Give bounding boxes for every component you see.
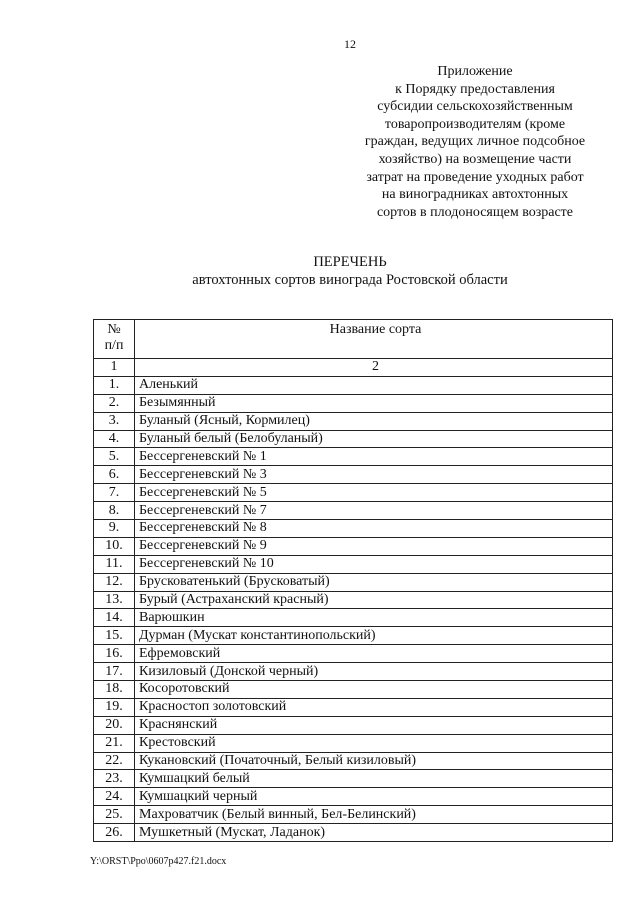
table-row — [94, 537, 613, 555]
table-row — [94, 448, 613, 466]
row-number-cell: 17. — [94, 663, 135, 681]
header-number-label: п/п — [104, 338, 124, 353]
table-row — [94, 555, 613, 573]
row-number-cell: 11. — [94, 555, 135, 573]
table-row — [94, 502, 613, 520]
row-number-cell: 24. — [94, 788, 135, 806]
variety-name-cell: Кизиловый (Донской черный) — [135, 663, 613, 681]
row-number-cell: 3. — [94, 412, 135, 430]
table-row — [94, 698, 613, 716]
table-row — [94, 788, 613, 806]
table-row — [94, 376, 613, 394]
row-number-cell: 25. — [94, 806, 135, 824]
table-row — [94, 645, 613, 663]
header-name-cell: Название сорта — [135, 320, 613, 359]
appendix-line: к Порядку предоставления — [395, 81, 555, 97]
table-row — [94, 734, 613, 752]
file-path-footer: Y:\ORST\Ppo\0607p427.f21.docx — [90, 856, 227, 867]
appendix-line: товаропроизводителям (кроме — [384, 116, 566, 132]
row-number-cell: 8. — [94, 502, 135, 520]
variety-name-cell: Аленький — [135, 376, 613, 394]
appendix-heading — [350, 63, 600, 221]
variety-name-cell: Дурман (Мускат константинопольский) — [135, 627, 613, 645]
variety-name-cell: Кукановский (Початочный, Белый кизиловый) — [135, 752, 613, 770]
table-index-row — [94, 359, 613, 377]
index-name-cell: 2 — [135, 359, 613, 377]
table-row — [94, 520, 613, 538]
row-number-cell: 15. — [94, 627, 135, 645]
table-row — [94, 663, 613, 681]
page-number: 12 — [344, 37, 356, 51]
appendix-line: на виноградниках автохтонных — [381, 187, 569, 203]
row-number-cell: 10. — [94, 537, 135, 555]
variety-name-cell: Буланый белый (Белобуланый) — [135, 430, 613, 448]
document-subtitle: автохтонных сортов винограда Ростовской области — [192, 272, 508, 288]
variety-name-cell: Мушкетный (Мускат, Ладанок) — [135, 824, 613, 842]
variety-name-cell: Буланый (Ясный, Кормилец) — [135, 412, 613, 430]
appendix-line: субсидии сельскохозяйственным — [377, 99, 573, 115]
row-number-cell: 12. — [94, 573, 135, 591]
variety-name-cell: Бессергеневский № 8 — [135, 520, 613, 538]
row-number-cell: 7. — [94, 484, 135, 502]
table-row — [94, 466, 613, 484]
row-number-cell: 16. — [94, 645, 135, 663]
variety-name-cell: Кумшацкий черный — [135, 788, 613, 806]
index-number-cell: 1 — [94, 359, 135, 377]
table-row — [94, 484, 613, 502]
row-number-cell: 1. — [94, 376, 135, 394]
header-number-symbol: № — [107, 322, 121, 337]
table-row — [94, 627, 613, 645]
header-number-cell — [94, 320, 135, 359]
row-number-cell: 14. — [94, 609, 135, 627]
variety-name-cell: Бессергеневский № 10 — [135, 555, 613, 573]
row-number-cell: 5. — [94, 448, 135, 466]
row-number-cell: 23. — [94, 770, 135, 788]
table-row — [94, 681, 613, 699]
variety-name-cell: Бессергеневский № 7 — [135, 502, 613, 520]
variety-name-cell: Бессергеневский № 9 — [135, 537, 613, 555]
row-number-cell: 4. — [94, 430, 135, 448]
table-header-row — [94, 320, 613, 359]
table-row — [94, 609, 613, 627]
appendix-line: Приложение — [437, 64, 513, 79]
appendix-line: затрат на проведение уходных работ — [366, 169, 584, 185]
variety-name-cell: Варюшкин — [135, 609, 613, 627]
appendix-line: сортов в плодоносящем возрасте — [376, 204, 574, 220]
appendix-line: хозяйство) на возмещение части — [378, 151, 572, 167]
table-row — [94, 394, 613, 412]
variety-name-cell: Косоротовский — [135, 681, 613, 699]
table-row — [94, 430, 613, 448]
variety-name-cell: Бессергеневский № 3 — [135, 466, 613, 484]
row-number-cell: 26. — [94, 824, 135, 842]
appendix-line: граждан, ведущих личное подсобное — [364, 134, 586, 150]
row-number-cell: 6. — [94, 466, 135, 484]
row-number-cell: 22. — [94, 752, 135, 770]
table-row — [94, 806, 613, 824]
row-number-cell: 13. — [94, 591, 135, 609]
row-number-cell: 21. — [94, 734, 135, 752]
table-row — [94, 770, 613, 788]
table-row — [94, 824, 613, 842]
table-row — [94, 591, 613, 609]
variety-name-cell: Красностоп золотовский — [135, 698, 613, 716]
variety-name-cell: Бессергеневский № 1 — [135, 448, 613, 466]
variety-name-cell: Безымянный — [135, 394, 613, 412]
row-number-cell: 18. — [94, 681, 135, 699]
table-row — [94, 573, 613, 591]
row-number-cell: 2. — [94, 394, 135, 412]
variety-name-cell: Брусковатенький (Брусковатый) — [135, 573, 613, 591]
variety-name-cell: Махроватчик (Белый винный, Бел-Белинский) — [135, 806, 613, 824]
variety-name-cell: Ефремовский — [135, 645, 613, 663]
grape-varieties-table — [93, 319, 613, 842]
row-number-cell: 20. — [94, 716, 135, 734]
table-row — [94, 716, 613, 734]
row-number-cell: 9. — [94, 520, 135, 538]
table-row — [94, 752, 613, 770]
document-title: ПЕРЕЧЕНЬ — [313, 254, 387, 270]
variety-name-cell: Кумшацкий белый — [135, 770, 613, 788]
variety-name-cell: Краснянский — [135, 716, 613, 734]
variety-name-cell: Бурый (Астраханский красный) — [135, 591, 613, 609]
row-number-cell: 19. — [94, 698, 135, 716]
variety-name-cell: Крестовский — [135, 734, 613, 752]
table-row — [94, 412, 613, 430]
variety-name-cell: Бессергеневский № 5 — [135, 484, 613, 502]
document-title-block — [0, 253, 640, 289]
